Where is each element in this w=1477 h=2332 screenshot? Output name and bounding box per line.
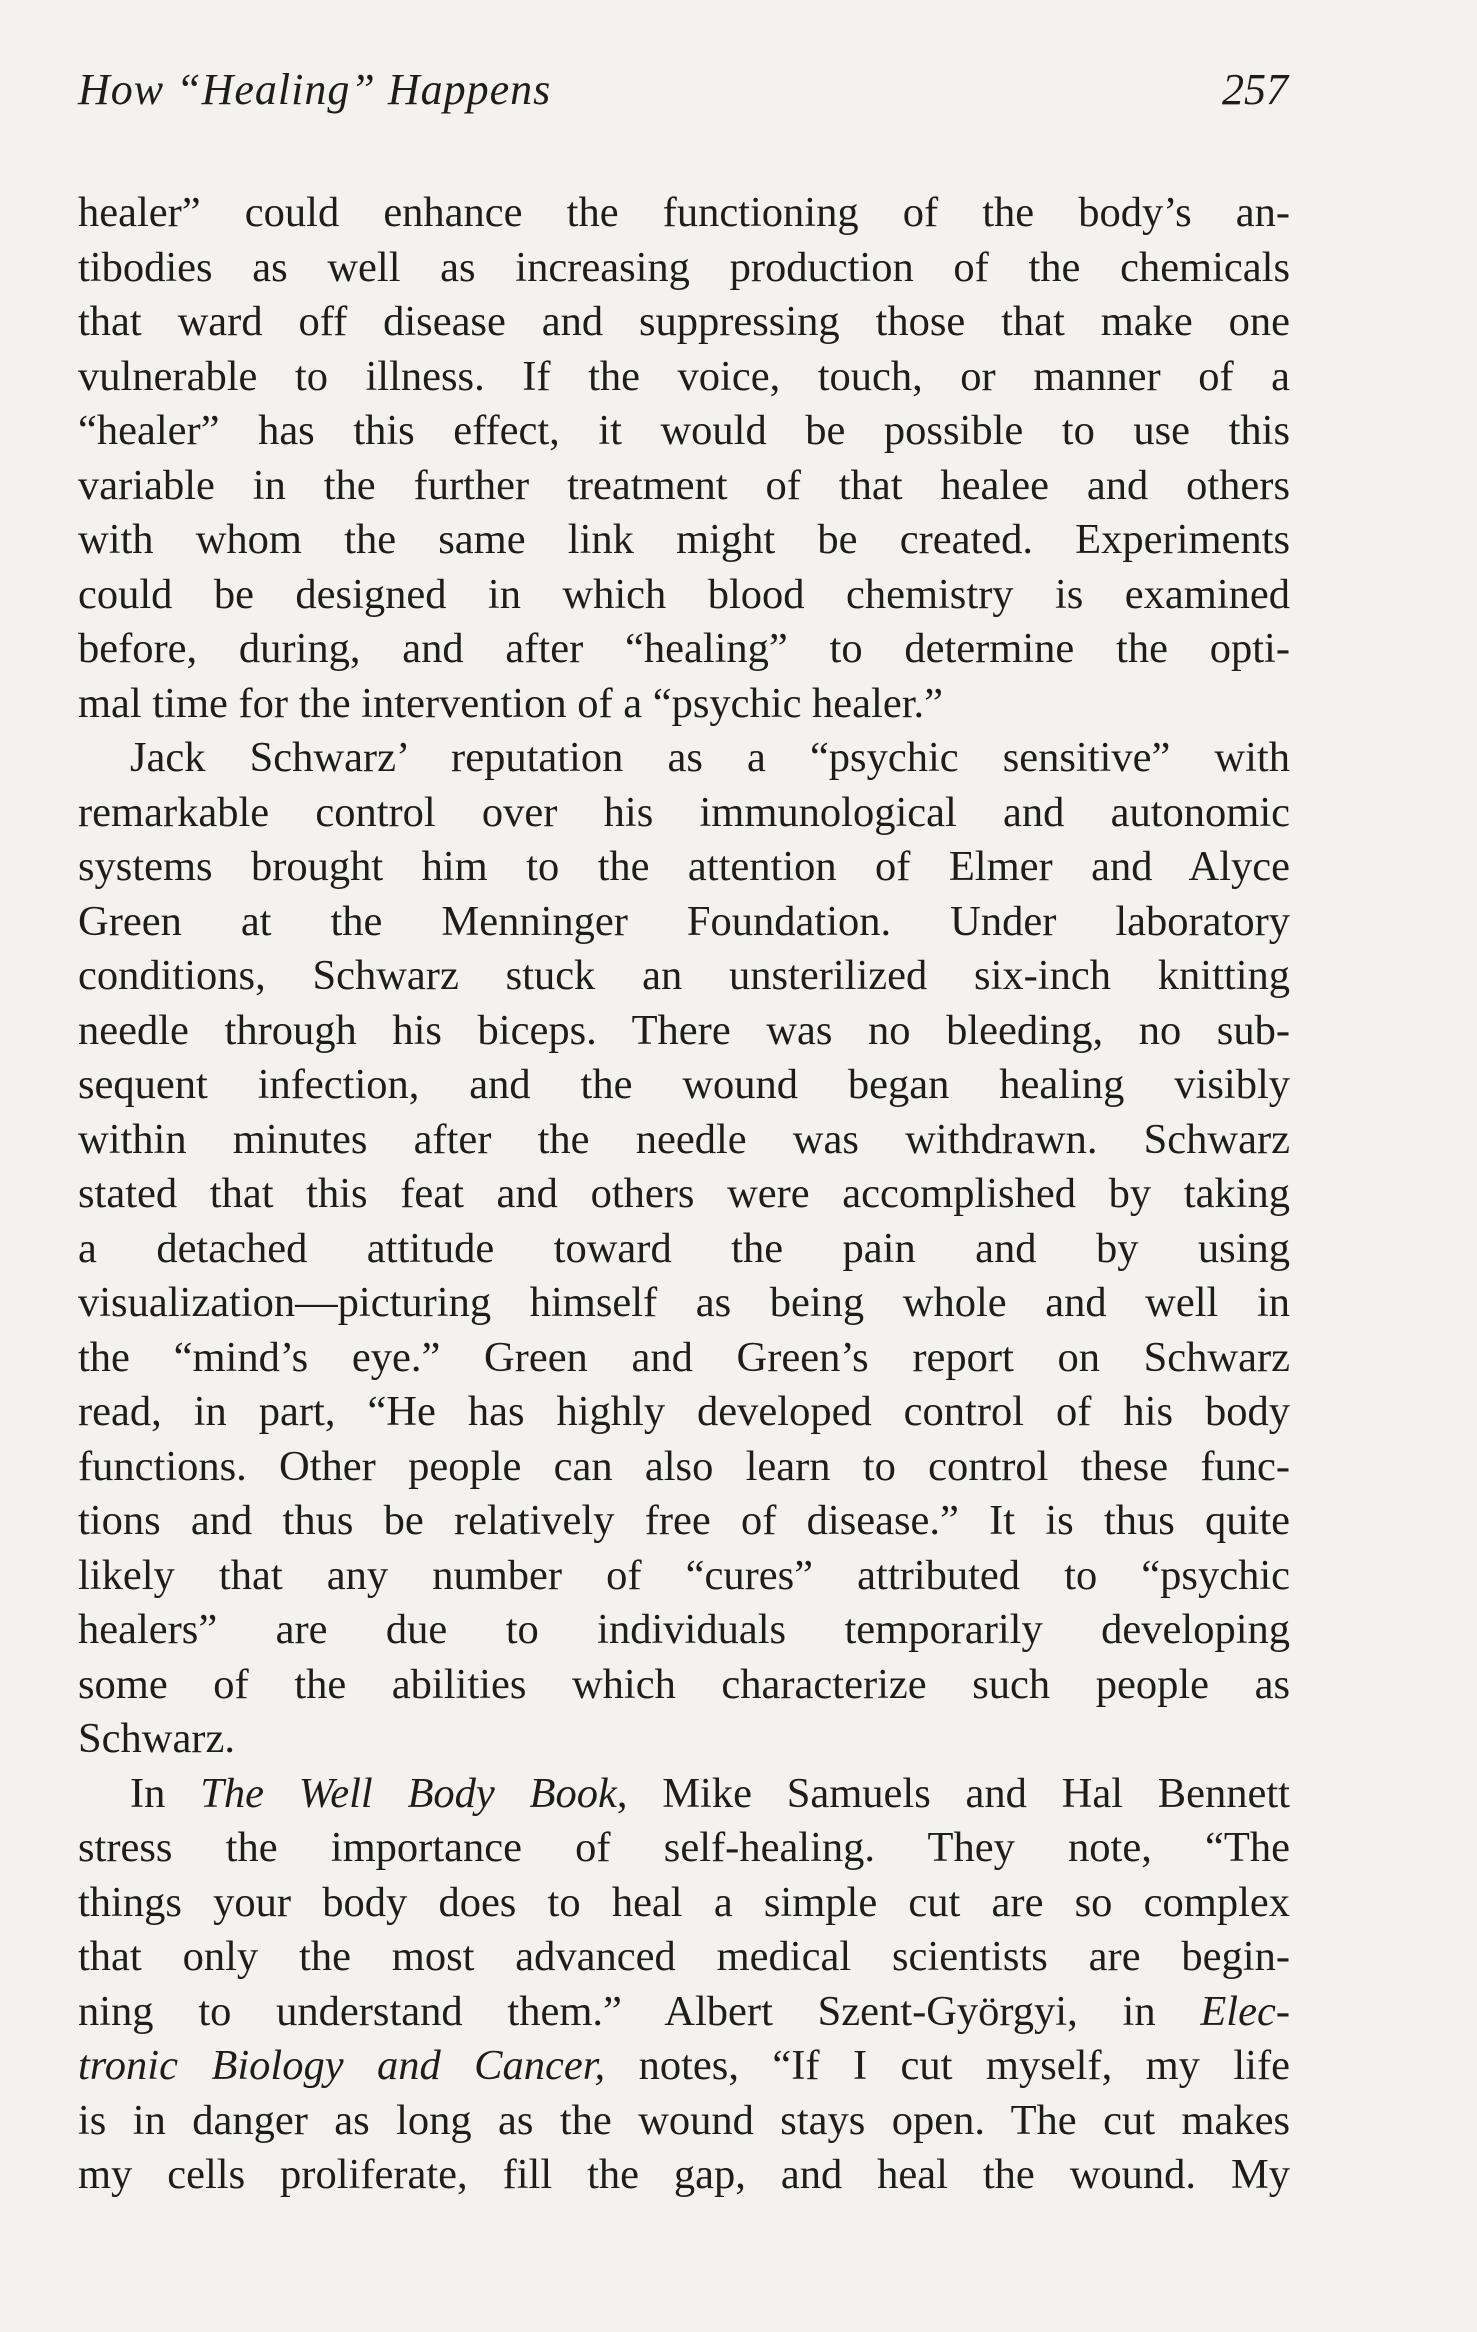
text-line: systems brought him to the attention of Elmer and Alyce bbox=[78, 843, 1290, 890]
text-line: stated that this feat and others were accomplished by taking bbox=[78, 1170, 1290, 1217]
text-line: visualization—picturing himself as being whole and well in bbox=[78, 1279, 1290, 1326]
text-line: healer” could enhance the functioning of the body’s an- bbox=[78, 189, 1290, 236]
text-line: Jack Schwarz’ reputation as a “psychic sensitive” with bbox=[130, 734, 1290, 781]
text-line: that ward off disease and suppressing those that make one bbox=[78, 298, 1290, 345]
page-number: 257 bbox=[1222, 65, 1288, 114]
text-line: tronic Biology and Cancer, notes, “If I cut myself, my life bbox=[78, 2042, 1290, 2089]
text-line: In The Well Body Book, Mike Samuels and Hal Bennett bbox=[130, 1769, 1290, 1817]
text-line: healers” are due to individuals temporarily developing bbox=[78, 1606, 1290, 1653]
body-text bbox=[78, 186, 1290, 2203]
text-line: some of the abilities which characterize such people as bbox=[78, 1660, 1290, 1708]
text-line: is in danger as long as the wound stays open. The cut makes bbox=[78, 2096, 1290, 2144]
text-line: tions and thus be relatively free of disease.” It is thus quite bbox=[78, 1497, 1290, 1544]
text-line: conditions, Schwarz stuck an unsterilized six-inch knitting bbox=[78, 952, 1290, 999]
text-line: a detached attitude toward the pain and by using bbox=[78, 1224, 1290, 1272]
text-line: stress the importance of self-healing. They note, “The bbox=[78, 1824, 1290, 1871]
text-line: the “mind’s eye.” Green and Green’s report on Schwarz bbox=[78, 1333, 1290, 1381]
paragraph-1 bbox=[78, 186, 1290, 731]
text-line: before, during, and after “healing” to determine the opti- bbox=[78, 625, 1290, 672]
text-line: variable in the further treatment of that healee and others bbox=[78, 461, 1290, 509]
text-line: Green at the Menninger Foundation. Under laboratory bbox=[78, 897, 1290, 945]
book-title: The Well Body Book bbox=[200, 1769, 617, 1817]
book-title: tronic Biology and Cancer, bbox=[78, 2042, 606, 2089]
text-line: likely that any number of “cures” attributed to “psychic bbox=[78, 1551, 1290, 1599]
text-line: within minutes after the needle was withdrawn. Schwarz bbox=[78, 1115, 1290, 1163]
text-line: tibodies as well as increasing production of the chemicals bbox=[78, 243, 1290, 291]
text-line: ning to understand them.” Albert Szent-Györgyi, in Elec- bbox=[78, 1987, 1290, 2035]
text-line: needle through his biceps. There was no bleeding, no sub- bbox=[78, 1006, 1290, 1054]
text-line: functions. Other people can also learn to control these func- bbox=[78, 1442, 1290, 1490]
text-line: that only the most advanced medical scientists are begin- bbox=[78, 1933, 1290, 1980]
paragraph-3 bbox=[78, 1767, 1290, 2203]
text-line: could be designed in which blood chemistry is examined bbox=[78, 570, 1290, 618]
text-line: mal time for the intervention of a “psychic healer.” bbox=[78, 679, 944, 727]
text-line: sequent infection, and the wound began healing visibly bbox=[78, 1061, 1290, 1108]
text-line: “healer” has this effect, it would be possible to use this bbox=[78, 407, 1290, 454]
text-line: remarkable control over his immunological and autonomic bbox=[78, 788, 1290, 836]
text-line: vulnerable to illness. If the voice, touch, or manner of a bbox=[78, 352, 1290, 400]
running-title: How “Healing” Happens bbox=[78, 65, 552, 114]
text-line: Schwarz. bbox=[78, 1715, 235, 1762]
book-title: Elec- bbox=[1200, 1987, 1290, 2035]
paragraph-2 bbox=[78, 731, 1290, 1767]
text-line: things your body does to heal a simple cut are so complex bbox=[78, 1878, 1290, 1926]
text-line: with whom the same link might be created. Experiments bbox=[78, 516, 1290, 563]
text-line: read, in part, “He has highly developed control of his body bbox=[78, 1388, 1290, 1435]
page-header bbox=[78, 64, 1288, 134]
text-line: my cells proliferate, fill the gap, and heal the wound. My bbox=[78, 2151, 1290, 2198]
